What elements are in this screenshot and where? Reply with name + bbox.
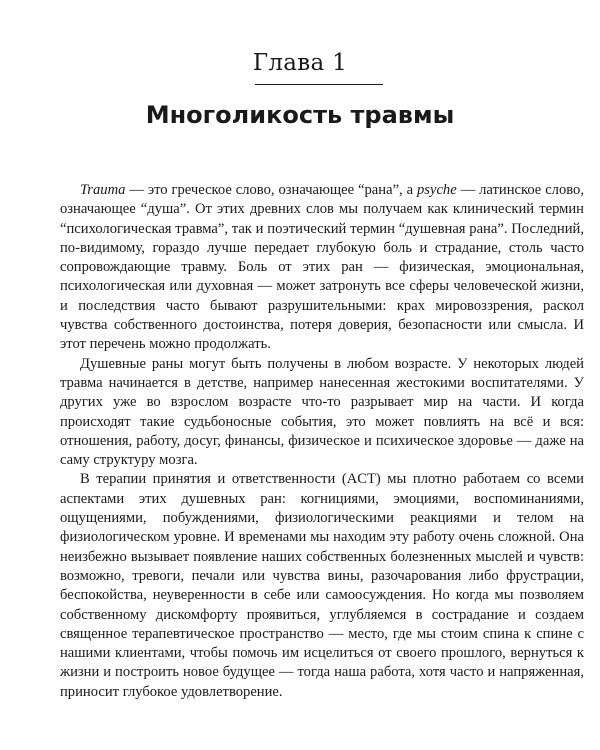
term-trauma: Trauma — [80, 182, 126, 198]
chapter-title: Многоликость травмы — [145, 101, 455, 129]
paragraph-1 — [60, 181, 584, 355]
paragraph-1-text-a: — это греческое слово, означающее “рана”, а — [125, 182, 417, 198]
chapter-divider — [255, 84, 383, 85]
body-text — [60, 181, 584, 702]
chapter-number: Глава 1 — [252, 50, 348, 76]
paragraph-1-text-b: — латинское слово, означающее “душа”. От этих древних слов мы получаем как клинический термин “психологическая травма”, так и поэтический термин “душевная рана”. Последний, по-видимому, гораздо лучше передает глубокую боль и страдание, столь часто сопровождающие травму. Боль от этих ран — физическая, эмоциональная, психологическая или духовная — может затронуть все сферы человеческой жизни, и последствия часто бывают разрушительными: крах мировоззрения, раскол чувства собственного достоинства, потеря доверия, безопасности или смысла. И этот перечень можно продолжать. — [60, 182, 584, 353]
paragraph-2: Душевные раны могут быть получены в любом возрасте. У некоторых людей травма начинается в детстве, например нанесенная жестокими воспитателями. У других уже во взрослом возрасте что-то разрывает мир на части. И когда происходят такие судьбоносные события, это может повлиять на всё и вся: отношения, работу, досуг, финансы, физическое и психическое здоровье — даже на саму структуру мозга. — [60, 355, 584, 469]
term-psyche: psyche — [417, 182, 457, 198]
paragraph-3: В терапии принятия и ответственности (ACT) мы плотно работаем со всеми аспектами этих душевных ран: когнициями, эмоциями, воспоминаниями, ощущениями, побуждениями, физиологическими реакциями и телом на физиологическом уровне. И временами мы находим эту работу очень сложной. Она неизбежно вызывает появление наших собственных болезненных мыслей и чувств: возможно, тревоги, печали или чувства вины, разочарования либо фрустрации, беспокойства, неуверенности в себе или самоосуждения. Но когда мы позволяем собственному дискомфорту проявиться, углубляемся в сострадание и создаем священное терапевтическое пространство — место, где мы стоим спина к спине с нашими клиентами, чтобы помочь им исцелиться от своего прошлого, вернуться к жизни и построить новое будущее — тогда наша работа, хотя часто и напряженная, приносит глубокое удовлетворение. — [60, 471, 584, 700]
